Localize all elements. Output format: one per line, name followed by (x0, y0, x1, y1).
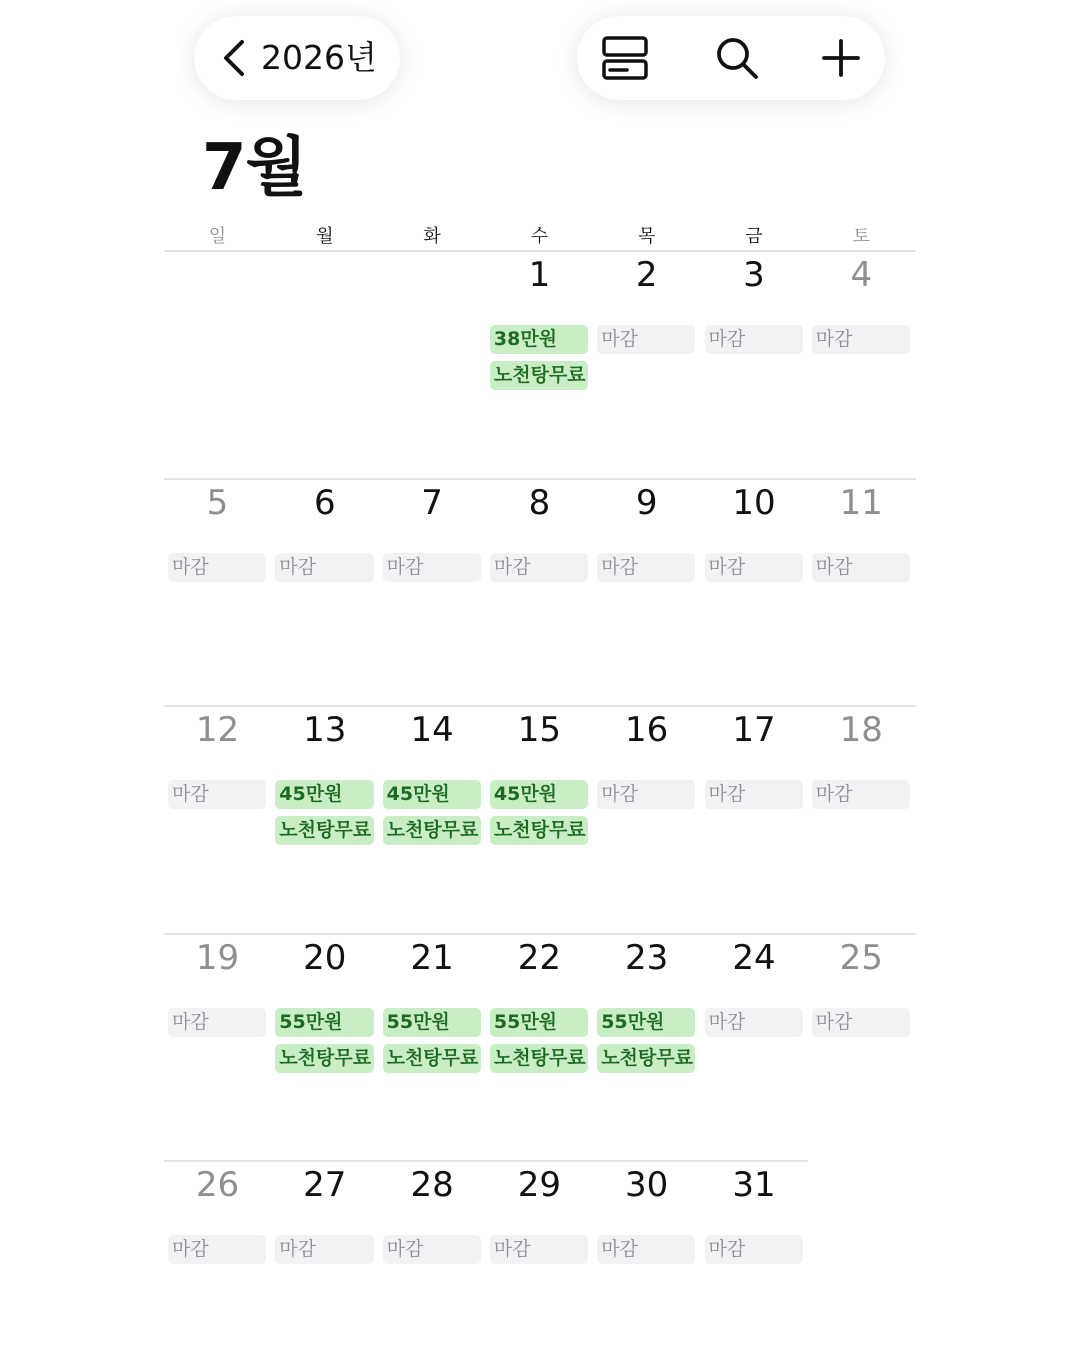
day-number[interactable]: 4 (850, 255, 873, 295)
event-chip-closed[interactable]: 마감 (383, 1235, 481, 1264)
calendar-app (164, 0, 916, 1347)
event-chip-closed[interactable]: 마감 (168, 780, 266, 809)
day-number[interactable]: 26 (195, 1165, 240, 1205)
event-chip-closed[interactable]: 마감 (705, 1008, 803, 1037)
event-chip-closed[interactable]: 마감 (275, 1235, 373, 1264)
day-number[interactable]: 24 (732, 937, 776, 978)
day-number[interactable]: 18 (839, 710, 883, 750)
event-chip-available[interactable]: 노천탕무료 (490, 361, 588, 390)
day-number[interactable]: 5 (206, 482, 229, 523)
day-number[interactable]: 9 (635, 482, 658, 523)
event-chip-closed[interactable]: 마감 (705, 553, 803, 582)
weekday-label: 금 (745, 226, 763, 247)
week-divider (164, 250, 916, 252)
day-number[interactable]: 22 (517, 937, 562, 978)
day-number[interactable]: 12 (195, 710, 240, 750)
event-chip-closed[interactable]: 마감 (168, 1008, 266, 1037)
event-chip-available[interactable]: 55만원 (490, 1008, 588, 1037)
day-number[interactable]: 28 (410, 1165, 454, 1205)
day-number[interactable]: 10 (732, 482, 776, 523)
day-number[interactable]: 15 (517, 710, 562, 750)
weekday-header (164, 222, 916, 248)
day-number[interactable]: 27 (303, 1165, 347, 1205)
week-divider (164, 933, 916, 935)
event-chip-closed[interactable]: 마감 (597, 325, 695, 354)
event-chip-closed[interactable]: 마감 (597, 1235, 695, 1264)
week-divider (164, 478, 916, 480)
event-chip-closed[interactable]: 마감 (812, 325, 910, 354)
event-chip-available[interactable]: 55만원 (597, 1008, 695, 1037)
event-chip-available[interactable]: 55만원 (275, 1008, 373, 1037)
event-chip-closed[interactable]: 마감 (168, 553, 266, 582)
search-icon[interactable] (713, 34, 761, 82)
event-chip-available[interactable]: 노천탕무료 (383, 1044, 481, 1073)
event-chip-closed[interactable]: 마감 (490, 553, 588, 582)
day-number[interactable]: 1 (528, 255, 551, 295)
event-chip-available[interactable]: 노천탕무료 (275, 816, 373, 845)
toolbar (577, 16, 885, 100)
day-number[interactable]: 8 (528, 482, 551, 523)
day-number[interactable]: 30 (625, 1165, 669, 1205)
back-to-year-button[interactable] (194, 16, 400, 100)
day-number[interactable]: 19 (195, 937, 240, 978)
week-divider (164, 705, 916, 707)
event-chip-closed[interactable]: 마감 (597, 553, 695, 582)
weekday-label: 화 (423, 226, 441, 247)
event-chip-available[interactable]: 노천탕무료 (597, 1044, 695, 1073)
event-chip-closed[interactable]: 마감 (168, 1235, 266, 1264)
event-chip-available[interactable]: 노천탕무료 (490, 1044, 588, 1073)
event-chip-closed[interactable]: 마감 (275, 553, 373, 582)
day-number[interactable]: 17 (732, 710, 776, 750)
event-chip-available[interactable]: 노천탕무료 (383, 816, 481, 845)
event-chip-closed[interactable]: 마감 (490, 1235, 588, 1264)
event-chip-available[interactable]: 38만원 (490, 325, 588, 354)
day-number[interactable]: 20 (303, 937, 347, 978)
event-chip-available[interactable]: 노천탕무료 (490, 816, 588, 845)
event-chip-closed[interactable]: 마감 (705, 780, 803, 809)
day-number[interactable]: 16 (625, 710, 669, 750)
weekday-label: 토 (852, 226, 870, 247)
weekday-label: 월 (316, 226, 334, 247)
event-chip-closed[interactable]: 마감 (597, 780, 695, 809)
year-label: 2026년 (261, 38, 377, 77)
event-chip-closed[interactable]: 마감 (705, 1235, 803, 1264)
weekday-label: 수 (530, 226, 549, 247)
event-chip-available[interactable]: 45만원 (275, 780, 373, 809)
day-number[interactable]: 13 (303, 710, 347, 750)
event-chip-closed[interactable]: 마감 (705, 325, 803, 354)
day-number[interactable]: 25 (839, 937, 883, 978)
list-view-icon[interactable] (601, 34, 649, 82)
event-chip-closed[interactable]: 마감 (812, 553, 910, 582)
day-number[interactable]: 2 (635, 255, 658, 295)
day-number[interactable]: 21 (410, 937, 454, 978)
event-chip-closed[interactable]: 마감 (812, 780, 910, 809)
event-chip-available[interactable]: 45만원 (490, 780, 588, 809)
day-number[interactable]: 31 (732, 1165, 776, 1205)
day-number[interactable]: 23 (625, 937, 669, 978)
month-title: 7월 (202, 131, 307, 205)
plus-icon[interactable] (817, 34, 865, 82)
day-number[interactable]: 11 (839, 482, 883, 523)
weekday-label: 일 (208, 226, 227, 247)
week-divider (164, 1160, 808, 1162)
event-chip-closed[interactable]: 마감 (812, 1008, 910, 1037)
event-chip-closed[interactable]: 마감 (383, 553, 481, 582)
event-chip-available[interactable]: 45만원 (383, 780, 481, 809)
event-chip-available[interactable]: 노천탕무료 (275, 1044, 373, 1073)
day-number[interactable]: 14 (410, 710, 454, 750)
day-number[interactable]: 6 (313, 482, 336, 523)
day-number[interactable]: 29 (517, 1165, 562, 1205)
chevron-left-icon (216, 38, 256, 78)
weekday-label: 목 (637, 226, 656, 247)
event-chip-available[interactable]: 55만원 (383, 1008, 481, 1037)
day-number[interactable]: 7 (421, 482, 443, 523)
day-number[interactable]: 3 (743, 255, 765, 295)
